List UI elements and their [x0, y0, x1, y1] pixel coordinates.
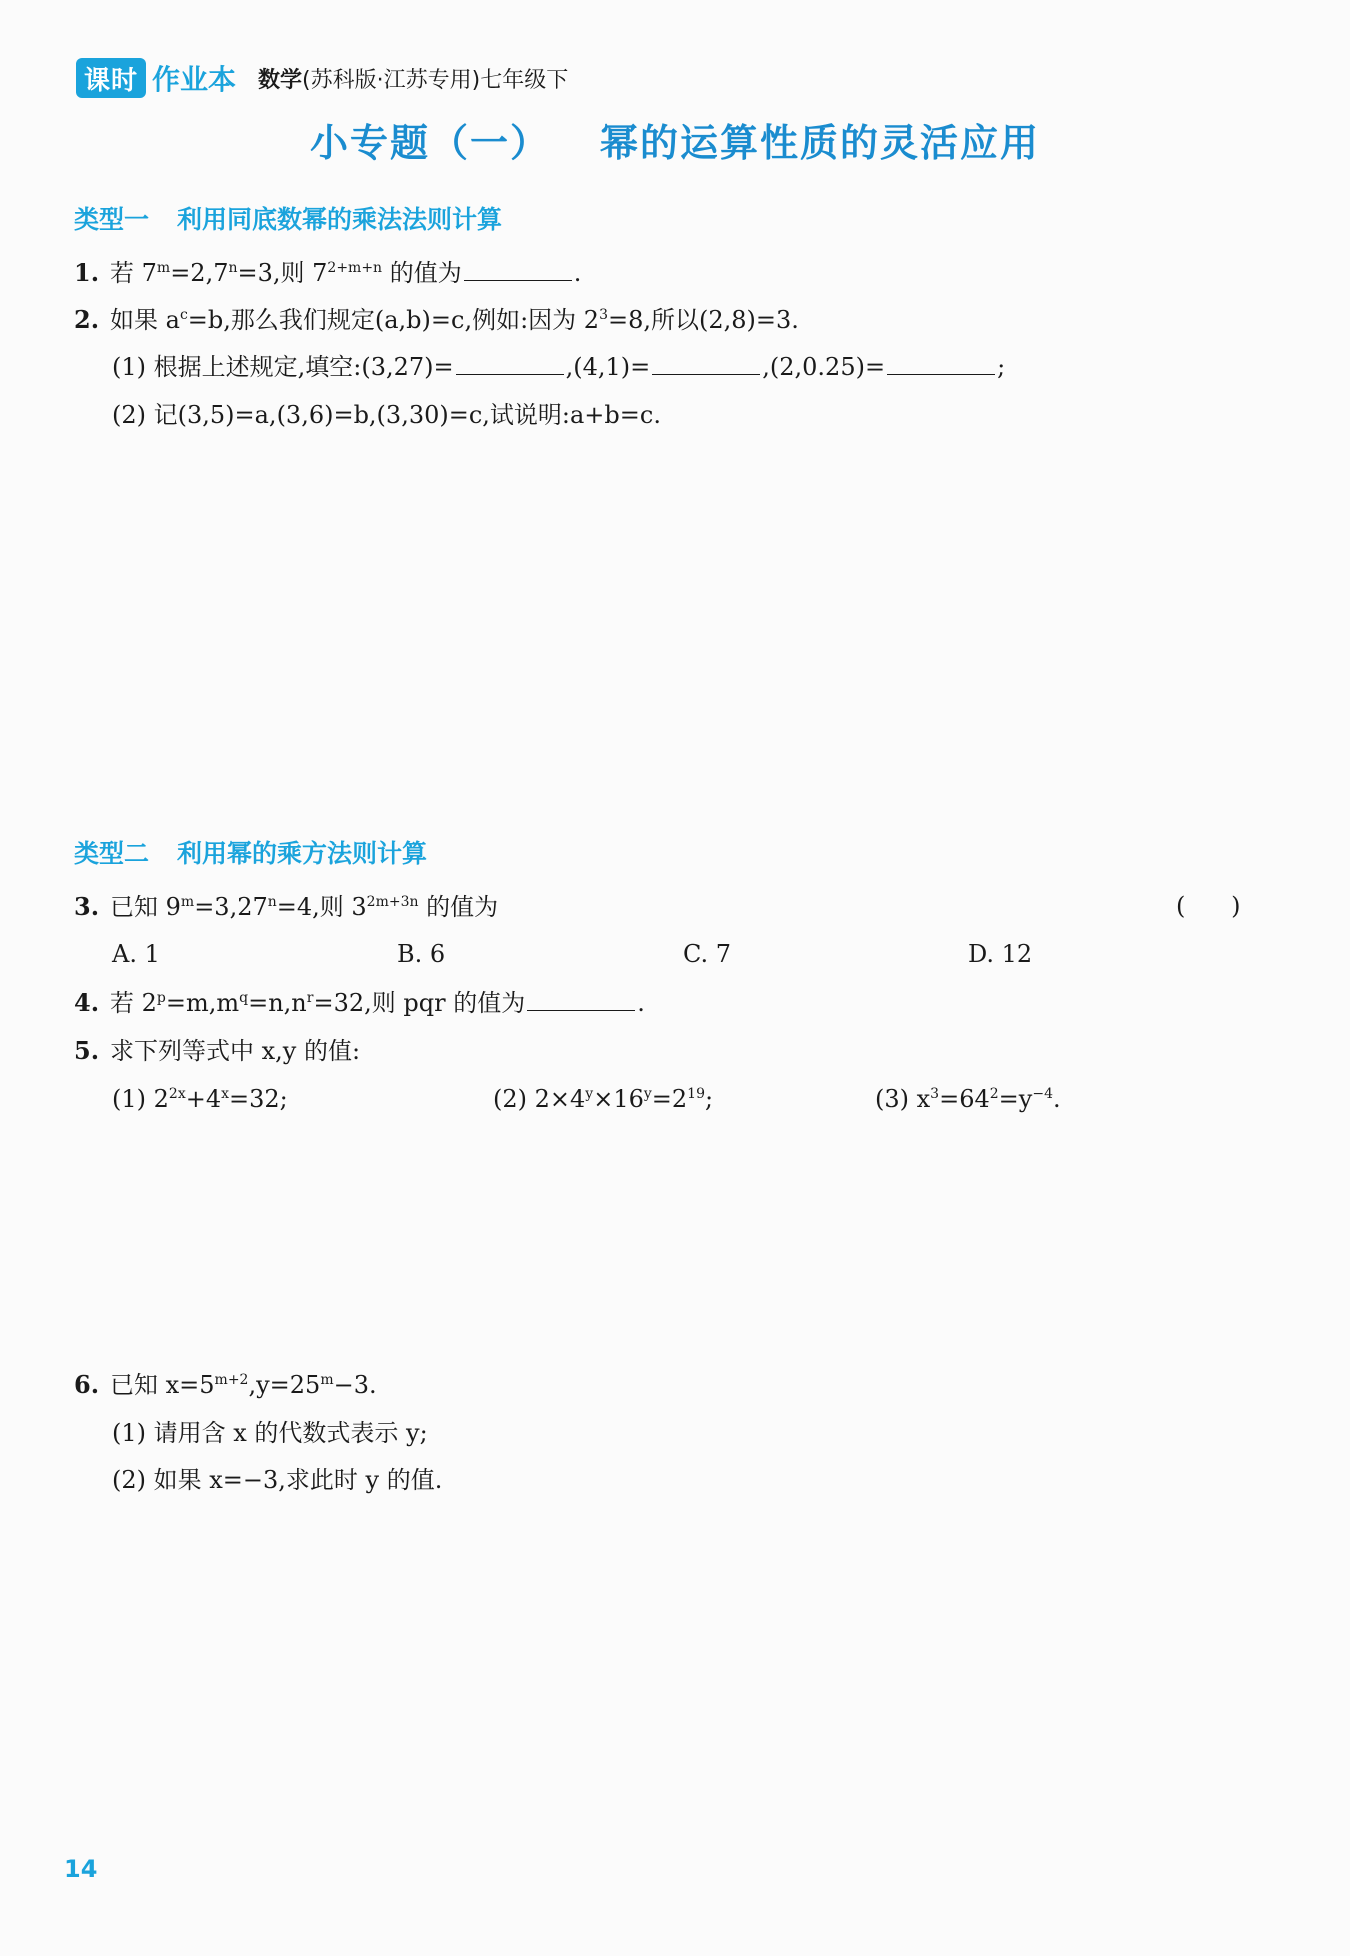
q3-text-a: 已知 9	[110, 893, 181, 921]
q5-p3-text-a: (3) x	[875, 1085, 931, 1113]
section-text: 利用同底数幂的乘法法则计算	[177, 205, 503, 234]
answer-bracket[interactable]: ( )	[1176, 892, 1241, 920]
q1-text-d: 的值为	[382, 259, 462, 287]
q2-sup-c: c	[179, 307, 188, 323]
q4-sup-c: r	[306, 990, 314, 1006]
question-number: 5.	[74, 1036, 100, 1065]
q2-text-b: =b,那么我们规定(a,b)=c,例如:因为 2	[187, 306, 600, 334]
q5-p2-sup-2: y	[643, 1086, 652, 1102]
q1-text-a: 若 7	[110, 259, 157, 287]
q5-p3-sup-3: −4	[1032, 1086, 1053, 1102]
question-1	[74, 258, 581, 288]
question-number: 1.	[74, 258, 100, 287]
q3-sup-b: n	[267, 894, 277, 910]
title-part2: 幂的运算性质的灵活应用	[600, 120, 1041, 165]
question-5-part-2	[493, 1084, 713, 1114]
q5-p1-sup-2: x	[221, 1086, 230, 1102]
question-5-part-1	[112, 1084, 288, 1114]
question-number: 4.	[74, 988, 100, 1017]
q4-text-c: =n,n	[248, 989, 307, 1017]
q6-text-b: ,y=25	[248, 1371, 321, 1399]
q5-p2-text-d: ;	[705, 1085, 714, 1113]
header	[76, 58, 568, 98]
q4-sup-b: q	[239, 990, 249, 1006]
q2-p1-text-d: ;	[997, 353, 1006, 381]
q4-text-e: .	[637, 989, 645, 1017]
q3-text-c: =4,则 3	[276, 893, 367, 921]
q5-p1-sup-1: 2x	[168, 1086, 186, 1102]
answer-blank[interactable]	[652, 352, 760, 375]
q4-text-d: =32,则 pqr 的值为	[313, 989, 526, 1017]
q5-p2-text-a: (2) 2×4	[493, 1085, 586, 1113]
q1-text-b: =2,7	[170, 259, 229, 287]
q4-sup-a: p	[156, 990, 166, 1006]
q2-sup-3: 3	[599, 307, 608, 323]
question-5	[74, 1036, 360, 1066]
subject-name: 数学	[258, 67, 303, 93]
answer-blank[interactable]	[887, 352, 995, 375]
q3-sup-a: m	[180, 894, 195, 910]
q1-sup-c: 2+m+n	[327, 260, 383, 276]
q5-p1-text-c: =32;	[229, 1085, 288, 1113]
q2-text-a: 如果 a	[110, 306, 180, 334]
q2-p1-text-a: (1) 根据上述规定,填空:(3,27)=	[112, 353, 454, 381]
question-6	[74, 1370, 377, 1400]
q5-p2-sup-1: y	[585, 1086, 594, 1102]
q2-p1-text-c: ,(2,0.25)=	[762, 353, 886, 381]
question-number: 2.	[74, 305, 100, 334]
section-label: 类型二	[74, 839, 150, 868]
q5-p2-text-c: =2	[651, 1085, 688, 1113]
q2-p1-text-b: ,(4,1)=	[565, 353, 651, 381]
question-3	[74, 892, 498, 922]
q1-sup-a: m	[156, 260, 171, 276]
q5-p3-sup-2: 2	[989, 1086, 999, 1102]
logo: 课时	[76, 58, 146, 98]
q5-p2-text-b: ×16	[593, 1085, 644, 1113]
q6-text-c: −3.	[333, 1371, 377, 1399]
page-title	[0, 112, 1350, 167]
q3-sup-c: 2m+3n	[366, 894, 419, 910]
q2-text-c: =8,所以(2,8)=3.	[608, 306, 799, 334]
question-5-part-3	[875, 1084, 1061, 1114]
subject-info	[258, 63, 568, 94]
question-2-part-1	[112, 352, 1005, 382]
q5-p3-text-d: .	[1052, 1085, 1061, 1113]
question-6-part-2: (2) 如果 x=−3,求此时 y 的值.	[112, 1466, 443, 1494]
section-heading-1	[74, 200, 502, 236]
option-b[interactable]: B. 6	[397, 940, 446, 968]
q1-sup-b: n	[228, 260, 238, 276]
q3-text-d: 的值为	[418, 893, 499, 921]
option-c[interactable]: C. 7	[683, 940, 732, 968]
q5-p2-sup-3: 19	[687, 1086, 705, 1102]
option-d[interactable]: D. 12	[968, 940, 1033, 968]
q5-p1-text-a: (1) 2	[112, 1085, 169, 1113]
q6-sup-b: m	[320, 1372, 334, 1388]
q3-text-b: =3,27	[194, 893, 268, 921]
q4-text-b: =m,m	[165, 989, 240, 1017]
answer-blank[interactable]	[456, 352, 564, 375]
question-4	[74, 988, 645, 1018]
q5-p1-text-b: +4	[185, 1085, 222, 1113]
answer-blank[interactable]	[464, 258, 572, 281]
option-a[interactable]: A. 1	[112, 940, 160, 968]
title-part1: 小专题（一）	[309, 120, 550, 165]
q6-sup-a: m+2	[214, 1372, 249, 1388]
q5-p3-text-b: =64	[939, 1085, 990, 1113]
q5-text: 求下列等式中 x,y 的值:	[110, 1037, 361, 1065]
section-text: 利用幂的乘方法则计算	[177, 839, 428, 868]
section-heading-2	[74, 834, 427, 870]
q1-text-c: =3,则 7	[237, 259, 328, 287]
q6-text-a: 已知 x=5	[110, 1371, 215, 1399]
brand-name: 作业本	[152, 63, 237, 96]
answer-blank[interactable]	[527, 988, 635, 1011]
section-label: 类型一	[74, 205, 150, 234]
page-number: 14	[64, 1855, 98, 1883]
edition: (苏科版·江苏专用)七年级下	[302, 67, 569, 93]
q5-p3-text-c: =y	[998, 1085, 1033, 1113]
question-2-part-2: (2) 记(3,5)=a,(3,6)=b,(3,30)=c,试说明:a+b=c.	[112, 401, 661, 429]
question-number: 6.	[74, 1370, 100, 1399]
q4-text-a: 若 2	[110, 989, 157, 1017]
question-6-part-1: (1) 请用含 x 的代数式表示 y;	[112, 1419, 428, 1447]
q5-p3-sup-1: 3	[930, 1086, 940, 1102]
q1-text-e: .	[573, 259, 582, 287]
question-2	[74, 305, 799, 335]
question-number: 3.	[74, 892, 100, 921]
